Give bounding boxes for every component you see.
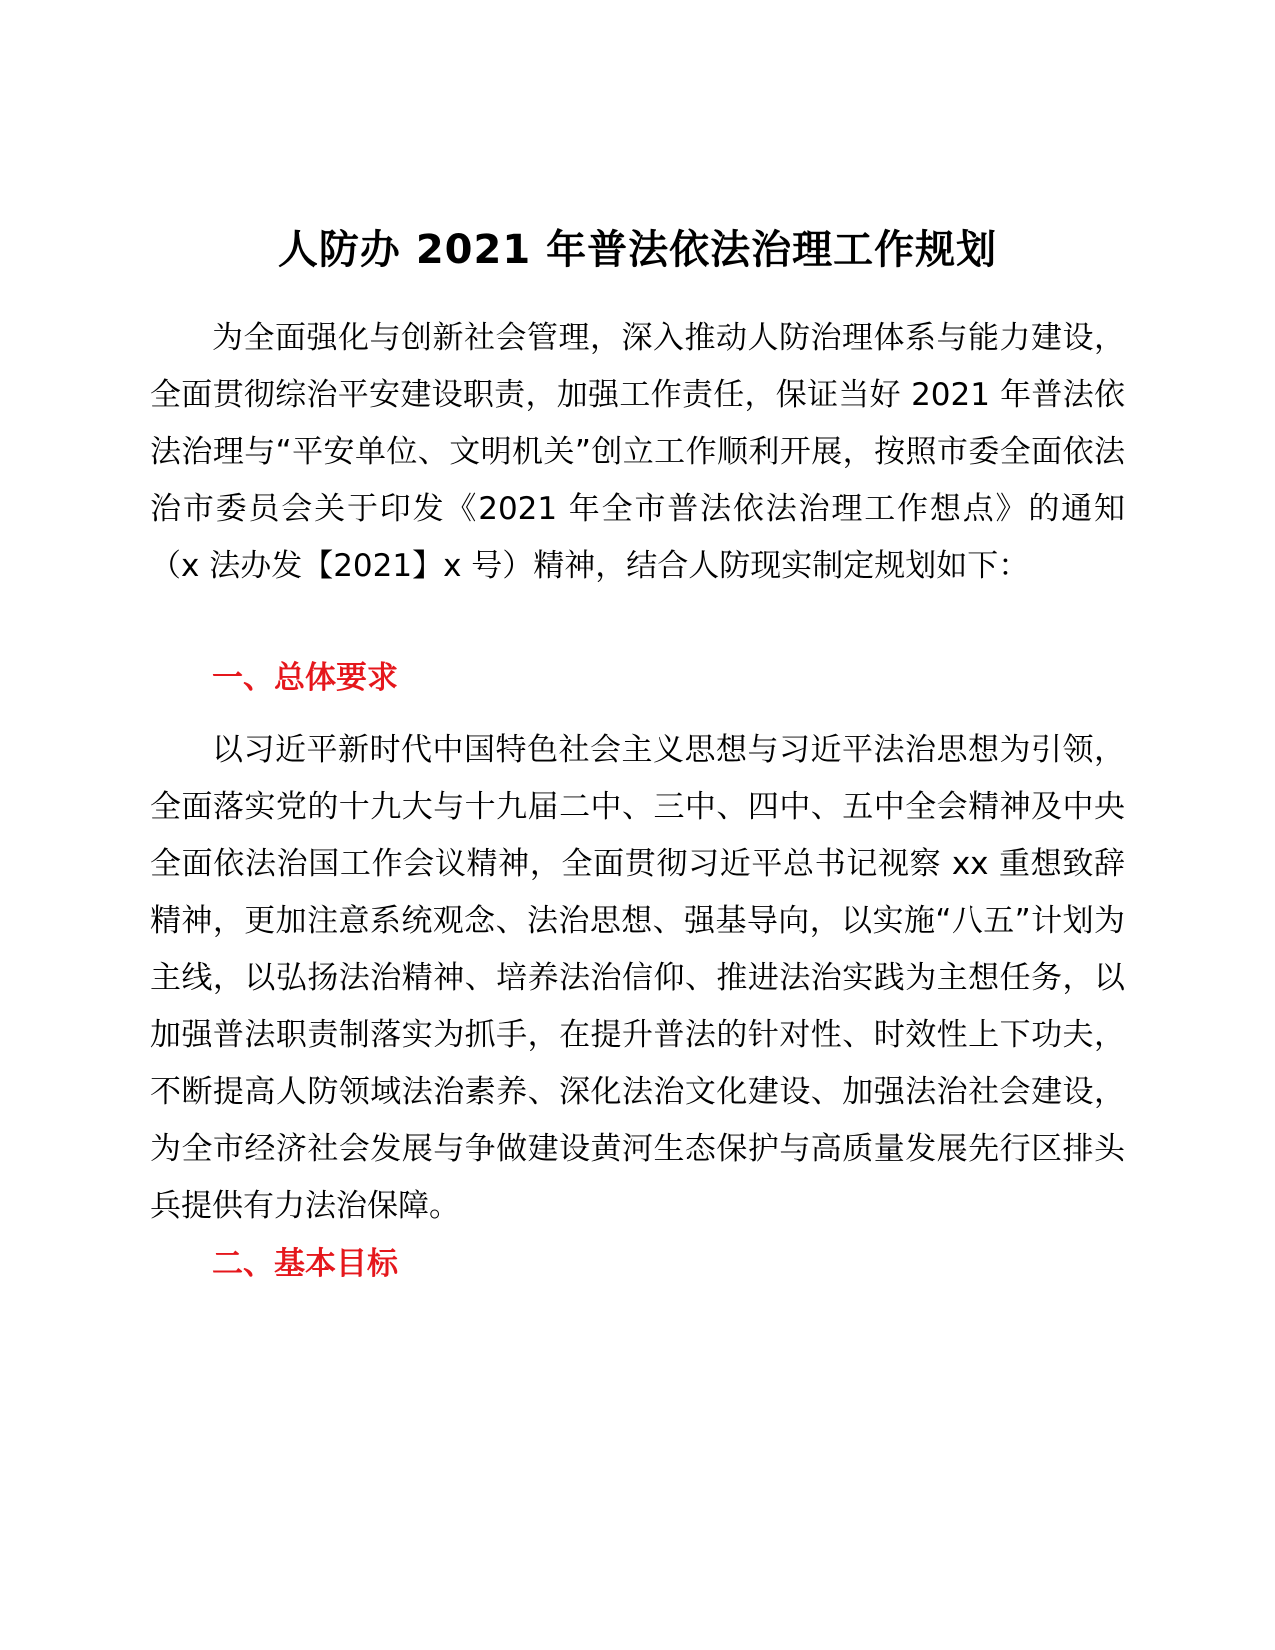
general-requirements-paragraph: 以习近平新时代中国特色社会主义思想与习近平法治思想为引领，全面落实党的十九大与十九届二中、三中、四中、五中全会精神及中央全面依法治国工作会议精神，全面贯彻习近平总书记视察 xx 重想致辞精神，更加注意系统观念、法治思想、强基导向，以实施“八五”计划为主线，以弘扬法治精神、培养法治信仰、推进法治实践为主想任务，以加强普法职责制落实为抓手，在提升普法的针对性、时效性上下功夫，不断提高人防领域法治素养、深化法治文化建设、加强法治社会建设，为全市经济社会发展与争做建设黄河生态保护与高质量发展先行区排头兵提供有力法治保障。 (150, 732, 1125, 1224)
section-heading-general-requirements: 一、总体要求 (212, 660, 398, 696)
intro-paragraph: 为全面强化与创新社会管理，深入推动人防治理体系与能力建设，全面贯彻综治平安建设职责，加强工作责任，保证当好 2021 年普法依法治理与“平安单位、文明机关”创立工作顺利开展，按照市委全面依法治市委员会关于印发《2021 年全市普法依法治理工作想点》的通知（x 法办发【2021】x 号）精神，结合人防现实制定规划如下： (150, 320, 1125, 584)
document-title: 人防办 2021 年普法依法治理工作规划 (277, 227, 998, 273)
section-heading-basic-goals: 二、基本目标 (212, 1246, 398, 1282)
